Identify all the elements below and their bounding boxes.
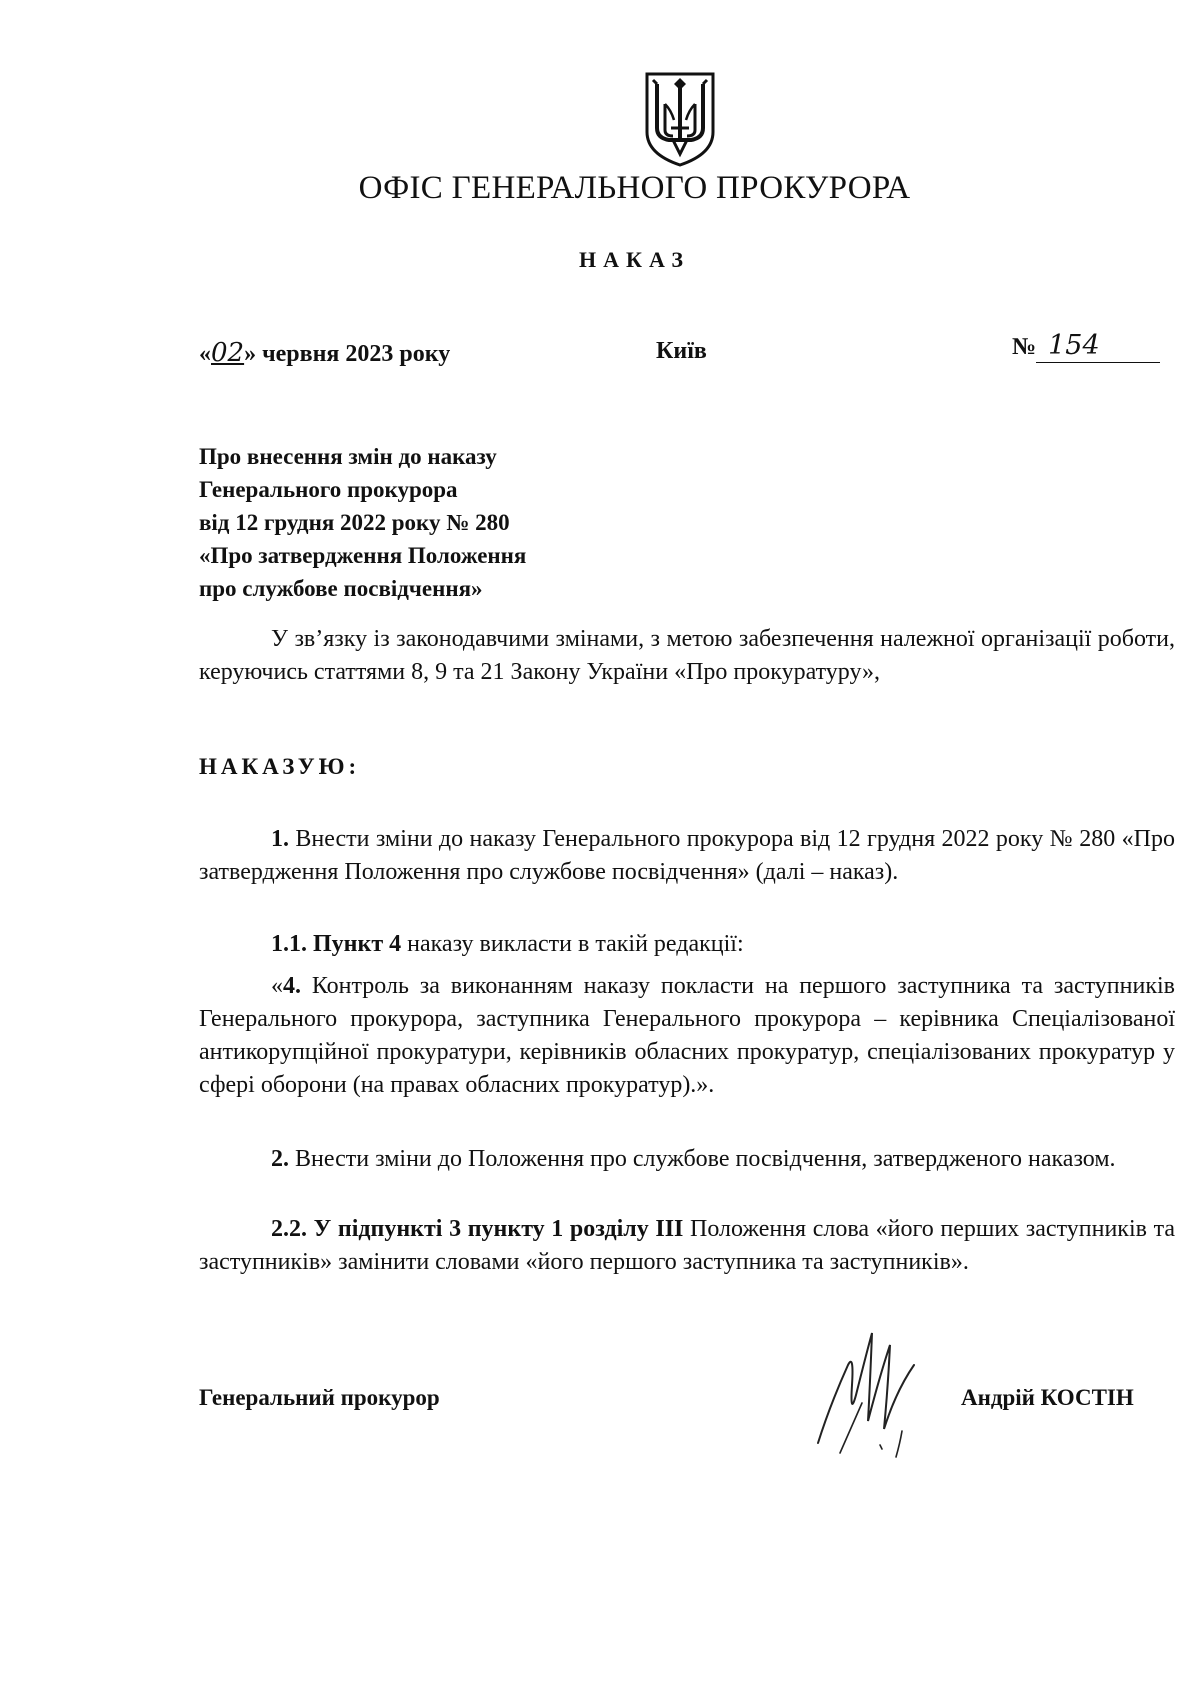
subject-line: Генерального прокурора [199, 477, 458, 502]
number-label: № [1012, 334, 1037, 360]
subject-line: Про внесення змін до наказу [199, 444, 497, 469]
order-city: Київ [656, 338, 707, 364]
quoted-item-number: 4. [283, 973, 301, 999]
paragraph-2 [199, 1143, 1175, 1176]
subject-line: «Про затвердження Положення [199, 543, 527, 568]
order-word: НАКАЗУЮ: [199, 754, 361, 779]
signer-name: Андрій КОСТІН [961, 1385, 1134, 1410]
date-day-handwritten: 02 [211, 338, 245, 368]
document-type: НАКАЗ [579, 247, 690, 272]
office-title: ОФІС ГЕНЕРАЛЬНОГО ПРОКУРОРА [358, 170, 911, 206]
paragraph-1-1-heading: 1.1. Пункт 4 [271, 931, 402, 957]
date-month-year: » червня 2023 року [244, 341, 451, 367]
subject-line: від 12 грудня 2022 року № 280 [199, 510, 510, 535]
preamble-paragraph: У зв’язку із законодавчими змінами, з метою забезпечення належної організації роботи, керуючись статтями 8, 9 та 21 Закону України «Про прокуратуру», [199, 626, 1175, 685]
signer-position: Генеральний прокурор [199, 1385, 440, 1410]
paragraph-1 [199, 823, 1175, 889]
order-date [199, 338, 450, 368]
paragraph-2-2 [199, 1213, 1175, 1279]
paragraph-2-number: 2. [271, 1146, 289, 1172]
paragraph-quoted-item-4 [199, 970, 1175, 1102]
paragraph-2-2-text: Положення слова «його перших заступників та заступників» замінити словами «його першого заступника та заступників». [199, 1216, 1176, 1275]
paragraph-2-2-heading: 2.2. У підпункті 3 пункту 1 розділу ІІІ [271, 1216, 684, 1242]
paragraph-1-1-text: наказу викласти в такій редакції: [401, 931, 744, 957]
order-subject [199, 440, 526, 605]
handwritten-signature [810, 1325, 930, 1465]
quoted-item-text: Контроль за виконанням наказу покласти на першого заступника та заступників Генерального прокурора, заступника Генерального прокурора – керівника Спеціалізованої антикорупційної прокуратури, керівників обласних прокуратур, спеціалізованих прокуратур у сфері оборони (на правах обласних прокуратур).». [199, 973, 1175, 1098]
subject-line: про службове посвідчення» [199, 576, 483, 601]
number-value-handwritten: 154 [1036, 330, 1160, 363]
paragraph-2-text: Внести зміни до Положення про службове посвідчення, затвердженого наказом. [289, 1146, 1116, 1172]
paragraph-1-1 [199, 928, 1175, 961]
quote-open: « [271, 973, 283, 999]
paragraph-1-text: Внести зміни до наказу Генерального прокурора від 12 грудня 2022 року № 280 «Про затвердження Положення про службове посвідчення» (далі – наказ). [199, 826, 1175, 885]
order-number [1012, 330, 1160, 363]
date-open-quote: « [199, 341, 211, 367]
trident-coat-of-arms-icon [643, 70, 717, 168]
paragraph-1-number: 1. [271, 826, 289, 852]
